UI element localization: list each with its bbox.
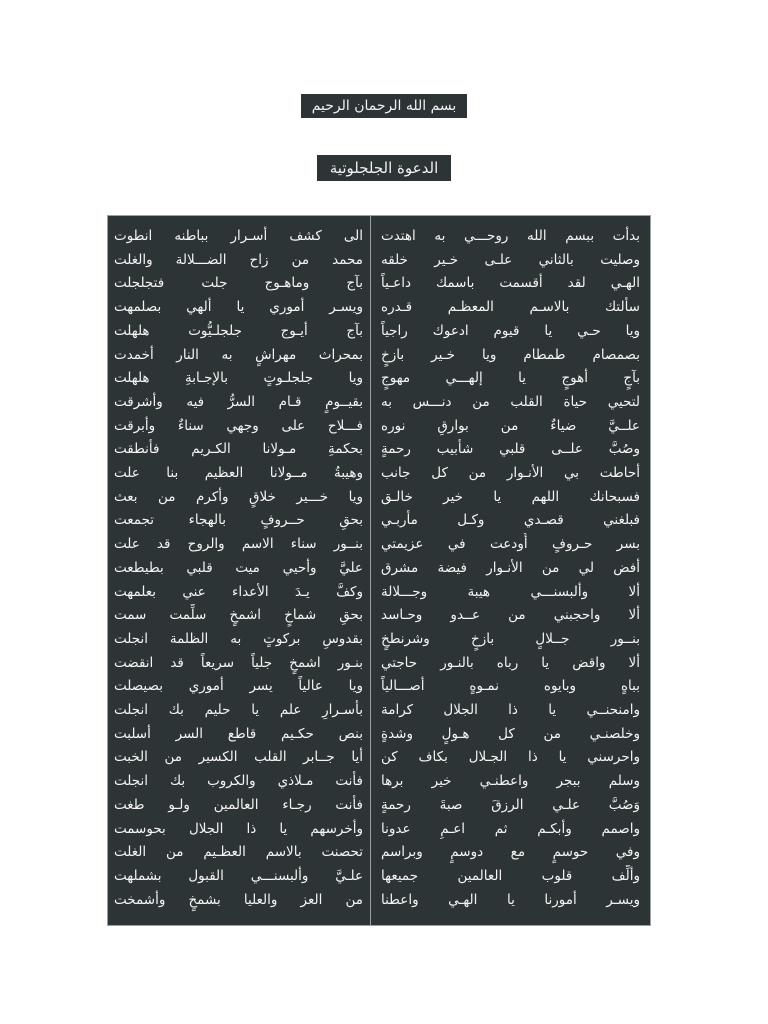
poem-column-right — [370, 216, 650, 925]
poem-right-line: وفي حوسمٍ مع دوسمٍ وبراسم — [381, 844, 640, 861]
poem-right-line: أحاطت بي الأنـوار من كل جانب — [381, 465, 640, 481]
poem-left-line: بنــور سناء الاسم والروح قد علت — [114, 536, 363, 553]
poem-right-line: فبلغني قصـدي وكـل مأربـي — [381, 512, 640, 529]
poem-left-line: بقيــومٍ قـام السرُّ فيه وأشرقت — [114, 393, 363, 410]
poem-left-line: أيا جــابر القلب الكسير من الخبت — [114, 749, 363, 766]
poem-left-line: ويا جلجلـوتٍ بالإجـابةِ هلهلت — [114, 370, 363, 387]
poem-left-line: عليَّ وأحيي ميت قلبي بطيطعت — [114, 559, 363, 576]
poem-right-line: ألا وألبسنـــي هيبة وجـــلالة — [381, 583, 640, 600]
poem-right-line: فسبحانك اللهم يا خير خالـق — [381, 488, 640, 505]
poem-right-line: لتحيي حياة القلب من دنـــس به — [381, 393, 640, 410]
poem-column-left — [108, 216, 371, 925]
poem-left-line: بمحراث مهراشٍ به النار أخمدت — [114, 346, 363, 363]
poem-left-line: الى كشف أسـرار بباطنه انطوت — [114, 228, 363, 244]
poem-right-line: وألِّف قلوب العالمين جميعها — [381, 867, 640, 884]
poem-right-line: واحرسني يا ذا الجـلال بكاف كن — [381, 749, 640, 766]
poem-right-line: بآجٍ أهوجٍ يا إلهـــي مهوجٍ — [381, 370, 640, 387]
poem-left-line: علـيَّ وألبسنـــي القبول بشملهت — [114, 867, 363, 884]
poem-left-line: بأسـرارِ علم يا حليم بك انجلت — [114, 702, 363, 718]
poem-right-line: وصليت بالثاني علـى خـير خلقه — [381, 251, 640, 268]
poem-right-line: وخلصنـي من كل هـولٍ وشدةٍ — [381, 725, 640, 742]
poem-right-line: ويا حـي يا قيوم ادعوك راجياً — [381, 322, 640, 339]
poem-right-line: ألا واقض يا رباه بالنـور حاجتي — [381, 654, 640, 671]
poem-left-line: فـــلاح على وجهي سناءٌ وأبرقت — [114, 417, 363, 434]
poem-left-line: فأنت رجـاء العالمين ولـو طغت — [114, 796, 363, 813]
poem-left-line: بنص حكـيم قاطع السر أسلبت — [114, 725, 363, 742]
basmala-heading: بسم الله الرحمان الرحيم — [301, 94, 467, 118]
poem-left-line: ويا خـــير خلاقٍ وأكرم من بعث — [114, 488, 363, 505]
poem-right-line: وامنحنــي يا ذا الجلال كرامة — [381, 702, 640, 718]
poem-right-line: الهـي لقد أقسمت باسمك داعـياً — [381, 275, 640, 292]
poem-right-line: بسر حـروفٍ أُودعت في عزيمتي — [381, 536, 640, 553]
poem-left-line: بآج أيـوج جلجلـيُّوت هلهلت — [114, 322, 363, 339]
poem-left-line: بنـور اشمخٍ جلياً سريعاً قد انقضت — [114, 654, 363, 671]
poem-right-line: علــيَّ ضياءٌ من بوارقِ نوره — [381, 417, 640, 434]
poem-right-line: وَصُبَّ علـي الرزقَ صبةَ رحمةٍ — [381, 796, 640, 813]
poem-right-line: بدأت ببسم الله روحـــي به اهتدت — [381, 228, 640, 244]
poem-right-line: بباهٍ وبايوه نمـوهٍ أصـــالياً — [381, 678, 640, 695]
poem-title: الدعوة الجلجلوتية — [317, 155, 451, 181]
poem-table — [107, 215, 651, 926]
poem-left-line: من العز والعليا بشمخٍ وأشمخت — [114, 891, 363, 908]
poem-right-line: سألتك بالاسـم المعظـم قـدره — [381, 299, 640, 316]
poem-left-line: فأنت مـلاذي والكروب بك انجلت — [114, 773, 363, 790]
poem-right-line: بنــور جــلالٍ بازخٍ وشرنطخٍ — [381, 630, 640, 647]
poem-left-line: محمد من زاح الضـــلالة والغلت — [114, 251, 363, 268]
poem-right-line: ويسـر أمورنا يا الهـي واعطنا — [381, 891, 640, 908]
poem-right-line: أفض لي من الأنـوار فيضة مشرق — [381, 559, 640, 576]
poem-left-line: بآج وماهـوج جلت فتجلجلت — [114, 275, 363, 292]
poem-left-line: ويا عالياً يسر أموري بصيصلت — [114, 678, 363, 695]
poem-right-line: وصُبَّ علــى قلبي شأبيب رحمةٍ — [381, 441, 640, 458]
poem-left-line: ويسـر أموري يا ألهي بصلمهت — [114, 299, 363, 316]
poem-right-line: ألا واحجبني من عــدو وحـاسد — [381, 607, 640, 624]
poem-right-line: بصمصام طمطام ويا خـير بازخٍ — [381, 346, 640, 363]
poem-left-line: وأخرسهم يا ذا الجلال بحوسمت — [114, 820, 363, 837]
poem-left-line: بحقِ شماخٍ اشمخٍ سلِّمت سمت — [114, 607, 363, 624]
poem-right-line: وسلم ببجر واعطنـي خير برها — [381, 773, 640, 790]
poem-left-line: وكفَّ يـدَ الأعداء عني بعلمهت — [114, 583, 363, 600]
poem-left-line: وهيبةُ مــولانا العظيم بنا علت — [114, 465, 363, 481]
poem-right-line: واصمم وأبكـم ثم اعـمِ عدونا — [381, 820, 640, 837]
poem-left-line: بحكمةِ مـولانا الكـريم فأنطقت — [114, 441, 363, 458]
poem-left-line: تحصنت بالاسم العظـيم من الغلت — [114, 844, 363, 861]
poem-left-line: بقدوسِ بركوتٍ به الظلمة انجلت — [114, 630, 363, 647]
poem-left-line: بحقِ حــروفٍ بالهجاء تجمعت — [114, 512, 363, 529]
